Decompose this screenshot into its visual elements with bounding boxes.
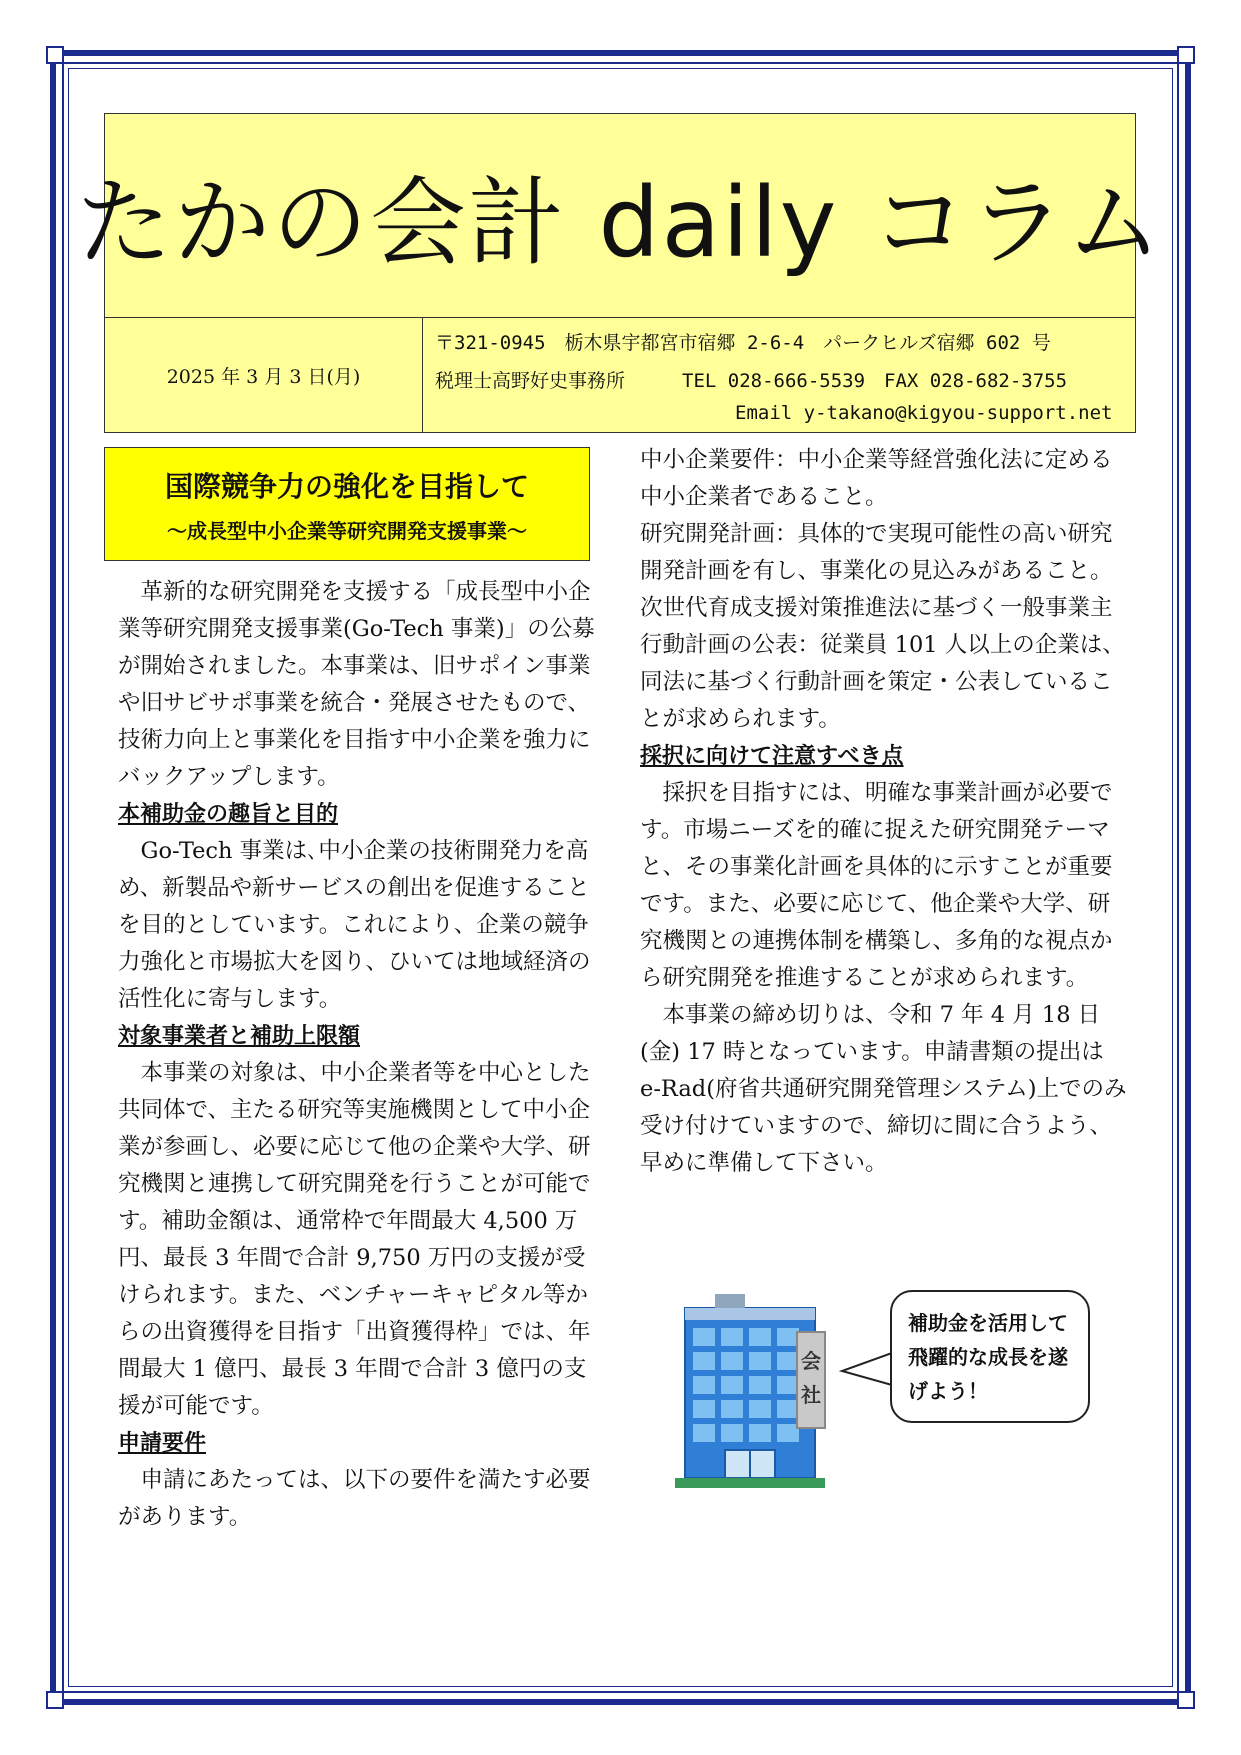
frame-corner-bottom-right — [1177, 1691, 1195, 1709]
requirement-action-plan: 次世代育成支援対策推進法に基づく一般事業主行動計画の公表：従業員 101 人以上の企業は、同法に基づく行動計画を策定・公表していることが求められます。 — [640, 595, 1125, 732]
selection-paragraph: 採択を目指すには、明確な事業計画が必要です。市場ニーズを的確に捉えた研究開発テーマと、その事業化計画を具体的に示すことが重要です。また、必要に応じて、他企業や大学、研究機関との連携体制を構築し、多角的な視点から研究開発を推進することが求められます。 — [640, 780, 1113, 991]
masthead-title: たかの会計 daily コラム — [76, 167, 1164, 279]
eligibility-paragraph: 本事業の対象は、中小企業者等を中心とした共同体で、主たる研究等実施機関として中小企業が参画し、必要に応じて他の企業や大学、研究機関と連携して研究開発を行うことが可能です。補助金額は、通常枠で年間最大 4,500 万円、最長 3 年間で合計 9,750 万円の支援が受けられます。また、ベンチャーキャピタル等からの出資獲得を目指す「出資獲得枠」では、年間最大 1 億円、最長 3 年間で合計 3 億円の支援が可能です。 — [118, 1060, 591, 1419]
office-name-phone: 税理士高野好史事務所 TEL 028-666-5539 FAX 028-682-3755 — [435, 370, 1068, 392]
purpose-paragraph: Go-Tech 事業は､中小企業の技術開発力を高め、新製品や新サービスの創出を促進することを目的としています。これにより、企業の競争力強化と市場拡大を図り、ひいては地域経済の活性化に寄与します。 — [118, 838, 591, 1012]
sign-char-top: 会 — [801, 1349, 821, 1373]
deadline-paragraph: 本事業の締め切りは、令和 7 年 4 月 18 日(金) 17 時となっています。申請書類の提出は e-Rad(府省共通研究開発管理システム)上でのみ受け付けていますので、締切に間に合うよう、早めに準備して下さい。 — [640, 1002, 1127, 1176]
frame-corner-top-left — [46, 46, 64, 64]
speech-bubble-tail — [838, 1345, 898, 1395]
office-address: 〒321-0945 栃木県宇都宮市宿郷 2-6-4 パークヒルズ宿郷 602 号 — [435, 332, 1051, 354]
section-heading-requirements: 申請要件 — [118, 1431, 207, 1456]
sign-char-bottom: 社 — [801, 1383, 821, 1407]
speech-bubble: 補助金を活用して飛躍的な成長を遂げよう！ — [890, 1290, 1090, 1423]
frame-corner-top-right — [1177, 46, 1195, 64]
article-column-left — [118, 574, 604, 1536]
article-column-right — [640, 442, 1130, 1182]
section-heading-purpose: 本補助金の趣旨と目的 — [118, 802, 339, 827]
masthead-info-bar — [104, 318, 1136, 433]
section-heading-eligibility: 対象事業者と補助上限額 — [118, 1024, 361, 1049]
office-building-icon — [665, 1290, 865, 1495]
office-email: Email y-takano@kigyou-support.net — [735, 402, 1113, 424]
headline-title: 国際競争力の強化を目指して — [164, 470, 529, 503]
section-heading-selection: 採択に向けて注意すべき点 — [640, 744, 904, 769]
requirements-paragraph: 申請にあたっては、以下の要件を満たす必要があります。 — [118, 1467, 591, 1530]
requirement-plan: 研究開発計画：具体的で実現可能性の高い研究開発計画を有し、事業化の見込みがあること。 — [640, 521, 1113, 584]
headline-subtitle: ～成長型中小企業等研究開発支援事業～ — [167, 519, 527, 543]
headline-box — [104, 447, 590, 561]
intro-paragraph: 革新的な研究開発を支援する「成長型中小企業等研究開発支援事業(Go-Tech 事業)」の公募が開始されました。本事業は、旧サポイン事業や旧サビサポ事業を統合・発展させたもので、技術力向上と事業化を目指す中小企業を強力にバックアップします。 — [118, 579, 595, 790]
issue-date: 2025 年 3 月 3 日(月) — [105, 318, 423, 432]
frame-corner-bottom-left — [46, 1691, 64, 1709]
office-contact — [435, 318, 1135, 432]
masthead — [76, 113, 1164, 318]
requirement-sme: 中小企業要件：中小企業等経営強化法に定める中小企業者であること。 — [640, 447, 1113, 510]
